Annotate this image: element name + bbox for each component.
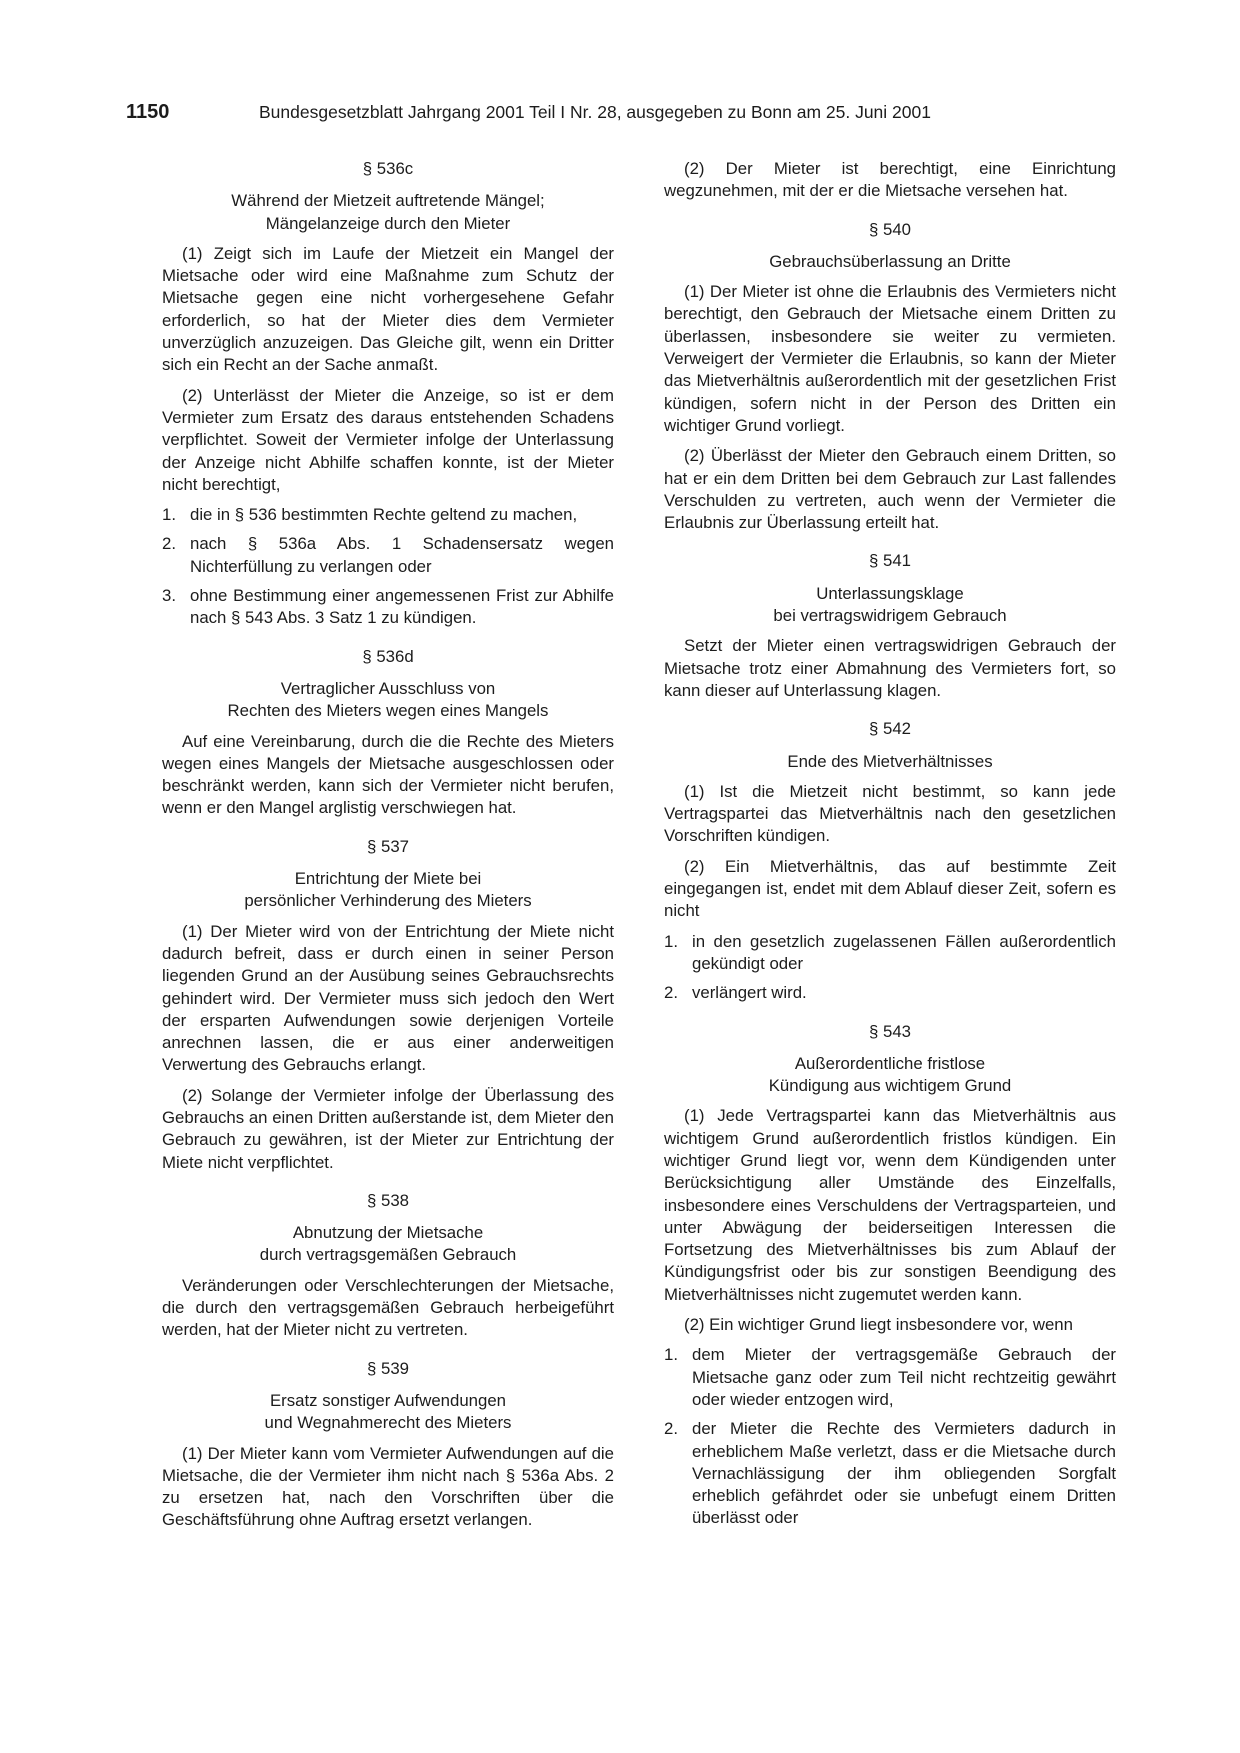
list-item-number: 1. <box>162 505 176 525</box>
section-title-line: Mängelanzeige durch den Mieter <box>265 213 511 233</box>
law-section <box>664 550 1116 702</box>
list-item <box>664 1344 1116 1411</box>
section-title-line: und Wegnahmerecht des Mieters <box>264 1413 512 1433</box>
list-item <box>664 1418 1116 1529</box>
section-number: § 536d <box>362 646 414 666</box>
page-number: 1150 <box>126 101 170 123</box>
section-title-line: Rechten des Mieters wegen eines Mangels <box>227 701 549 721</box>
list-item <box>664 931 1116 976</box>
section-paragraph: Auf eine Vereinbarung, durch die die Rechte des Mieters wegen eines Mangels der Mietsache ausgeschlossen oder beschränkt werden, kann sich der Vermieter nicht berufen, wenn er den Mangel arglistig verschwiegen hat. <box>162 731 614 818</box>
section-paragraph: (2) Ein Mietverhältnis, das auf bestimmte Zeit eingegangen ist, endet mit dem Ablauf dieser Zeit, sofern es nicht <box>664 856 1116 921</box>
section-title <box>664 251 1116 273</box>
section-paragraph: (2) Der Mieter ist berechtigt, eine Einrichtung wegzunehmen, mit der er die Mietsache versehen hat. <box>664 159 1116 201</box>
left-column <box>162 158 614 1548</box>
list-item-text: die in § 536 bestimmten Rechte geltend zu machen, <box>190 505 578 525</box>
section-number: § 536c <box>362 159 414 178</box>
law-section <box>162 158 614 630</box>
law-section <box>664 158 1116 203</box>
section-paragraph: Setzt der Mieter einen vertragswidrigen Gebrauch der Mietsache trotz einer Abmahnung des Vermieters fort, so kann dieser auf Unterlassung klagen. <box>664 636 1116 700</box>
section-title-line: Während der Mietzeit auftretende Mängel; <box>231 191 545 211</box>
section-number: § 542 <box>869 719 911 739</box>
section-paragraph: Veränderungen oder Verschlechterungen der Mietsache, die durch den vertragsgemäßen Gebrauch herbeigeführt werden, hat der Mieter nicht zu vertreten. <box>162 1275 614 1340</box>
section-title-line: Außerordentliche fristlose <box>794 1053 986 1073</box>
law-section <box>664 718 1116 1004</box>
list-item-number: 1. <box>664 1345 678 1365</box>
section-title <box>162 678 614 723</box>
running-head: Bundesgesetzblatt Jahrgang 2001 Teil I Nr. 28, ausgegeben zu Bonn am 25. Juni 2001 <box>259 102 931 122</box>
section-title-line: Ersatz sonstiger Aufwendungen <box>269 1390 507 1410</box>
list-item <box>162 533 614 578</box>
section-title-line: durch vertragsgemäßen Gebrauch <box>259 1245 517 1265</box>
section-title-line: Vertraglicher Ausschluss von <box>280 678 496 698</box>
list-item-number: 2. <box>162 534 176 554</box>
section-title <box>162 1222 614 1267</box>
section-paragraph: (1) Der Mieter wird von der Entrichtung der Miete nicht dadurch befreit, dass er durch einen in seiner Person liegenden Grund an der Ausübung seines Gebrauchsrechts gehindert wird. Der Vermieter muss sich jedoch den Wert der ersparten Aufwendungen sowie derjenigen Vorteile anrechnen lassen, die er aus einer anderweitigen Verwertung des Gebrauchs erlangt. <box>162 921 614 1075</box>
law-section <box>664 219 1116 535</box>
section-title-line: Entrichtung der Miete bei <box>294 869 482 889</box>
section-number: § 541 <box>869 551 911 571</box>
section-title-line: Unterlassungsklage <box>816 583 964 603</box>
section-title <box>162 868 614 913</box>
list-item-number: 3. <box>162 586 176 606</box>
section-title-line: Gebrauchsüberlassung an Dritte <box>769 251 1011 271</box>
section-title-line: bei vertragswidrigem Gebrauch <box>773 606 1007 626</box>
enumerated-list <box>162 504 614 629</box>
section-number: § 543 <box>869 1021 911 1041</box>
law-section <box>162 646 614 820</box>
list-item-number: 2. <box>664 983 678 1003</box>
list-item-text: ohne Bestimmung einer angemessenen Frist zur Abhilfe nach § 543 Abs. 3 Satz 1 zu kündigen. <box>190 586 614 628</box>
list-item <box>664 982 1116 1004</box>
section-paragraph: (1) Der Mieter ist ohne die Erlaubnis des Vermieters nicht berechtigt, den Gebrauch der Mietsache einem Dritten zu überlassen, insbesondere sie weiter zu vermieten. Verweigert der Vermieter die Erlaubnis, so kann der Mieter das Mietverhältnis außerordentlich mit der gesetzlichen Frist kündigen, sofern nicht in der Person des Dritten ein wichtiger Grund vorliegt. <box>664 282 1116 435</box>
section-number: § 539 <box>367 1358 409 1378</box>
section-title <box>664 1053 1116 1098</box>
section-title <box>162 190 614 235</box>
section-paragraph: (2) Überlässt der Mieter den Gebrauch einem Dritten, so hat er ein dem Dritten bei dem Gebrauch zur Last fallendes Verschulden zu vertreten, auch wenn der Vermieter die Erlaubnis zur Überlassung erteilt hat. <box>664 446 1116 533</box>
section-paragraph: (1) Ist die Mietzeit nicht bestimmt, so kann jede Vertragspartei das Mietverhältnis nach den gesetzlichen Vorschriften kündigen. <box>664 781 1116 846</box>
law-section <box>664 1021 1116 1530</box>
section-paragraph: (2) Ein wichtiger Grund liegt insbesondere vor, wenn <box>684 1315 1073 1335</box>
law-section <box>162 1190 614 1342</box>
section-paragraph: (1) Jede Vertragspartei kann das Mietverhältnis aus wichtigem Grund außerordentlich fristlos kündigen. Ein wichtiger Grund liegt vor, wenn dem Kündigenden unter Berücksichtigung aller Umstände des Einzelfalls, insbesondere eines Verschuldens der Vertragsparteien, und unter Abwägung der beiderseitigen Interessen die Fortsetzung des Mietverhältnisses bis zum Ablauf der Kündigungsfrist oder bis zur sonstigen Beendigung des Mietverhältnisses nicht zugemutet werden kann. <box>664 1106 1116 1304</box>
right-column <box>664 158 1116 1546</box>
section-title-line: Abnutzung der Mietsache <box>292 1223 484 1243</box>
section-title <box>664 583 1116 628</box>
section-number: § 540 <box>869 219 911 239</box>
list-item <box>162 585 614 630</box>
list-item-text: verlängert wird. <box>692 983 807 1003</box>
enumerated-list <box>664 931 1116 1005</box>
section-number: § 538 <box>367 1190 409 1210</box>
law-section <box>162 836 614 1174</box>
section-paragraph: (2) Unterlässt der Mieter die Anzeige, so ist er dem Vermieter zum Ersatz des daraus entstehenden Schadens verpflichtet. Soweit der Vermieter infolge der Unterlassung der Anzeige nicht Abhilfe schaffen konnte, ist der Mieter nicht berechtigt, <box>162 385 614 494</box>
list-item-text: der Mieter die Rechte des Vermieters dadurch in erheblichem Maße verletzt, dass er die Mietsache durch Vernachlässigung der ihm obliegenden Sorgfalt erheblich gefährdet oder sie unbefugt einem Dritten überlässt oder <box>692 1419 1116 1528</box>
list-item-number: 2. <box>664 1419 678 1439</box>
list-item-text: nach § 536a Abs. 1 Schadensersatz wegen Nichterfüllung zu verlangen oder <box>190 534 614 576</box>
section-title <box>162 1390 614 1435</box>
page-header <box>126 101 1116 125</box>
list-item <box>162 504 614 526</box>
section-title-line: persönlicher Verhinderung des Mieters <box>244 891 532 911</box>
list-item-text: dem Mieter der vertragsgemäße Gebrauch der Mietsache ganz oder zum Teil nicht rechtzeitig gewährt oder wieder entzogen wird, <box>692 1345 1116 1409</box>
section-title-line: Ende des Mietverhältnisses <box>787 751 993 771</box>
enumerated-list <box>664 1344 1116 1529</box>
section-paragraph: (2) Solange der Vermieter infolge der Überlassung des Gebrauchs an einen Dritten außerstande ist, dem Mieter den Gebrauch zu gewähren, ist der Mieter zur Entrichtung der Miete nicht verpflichtet. <box>162 1085 614 1172</box>
section-title <box>664 751 1116 773</box>
section-paragraph: (1) Zeigt sich im Laufe der Mietzeit ein Mangel der Mietsache oder wird eine Maßnahme zum Schutz der Mietsache gegen eine nicht vorhergesehene Gefahr erforderlich, so hat der Mieter dies dem Vermieter unverzüglich anzuzeigen. Das Gleiche gilt, wenn ein Dritter sich ein Recht an der Sache anmaßt. <box>162 243 614 375</box>
section-paragraph: (1) Der Mieter kann vom Vermieter Aufwendungen auf die Mietsache, die der Vermieter ihm nicht nach § 536a Abs. 2 zu ersetzen hat, nach den Vorschriften über die Geschäftsführung ohne Auftrag ersetzt verlangen. <box>162 1443 614 1530</box>
law-section <box>162 1358 614 1532</box>
list-item-text: in den gesetzlich zugelassenen Fällen außerordentlich gekündigt oder <box>692 931 1116 973</box>
list-item-number: 1. <box>664 931 678 951</box>
section-title-line: Kündigung aus wichtigem Grund <box>768 1076 1012 1096</box>
section-number: § 537 <box>367 836 409 856</box>
